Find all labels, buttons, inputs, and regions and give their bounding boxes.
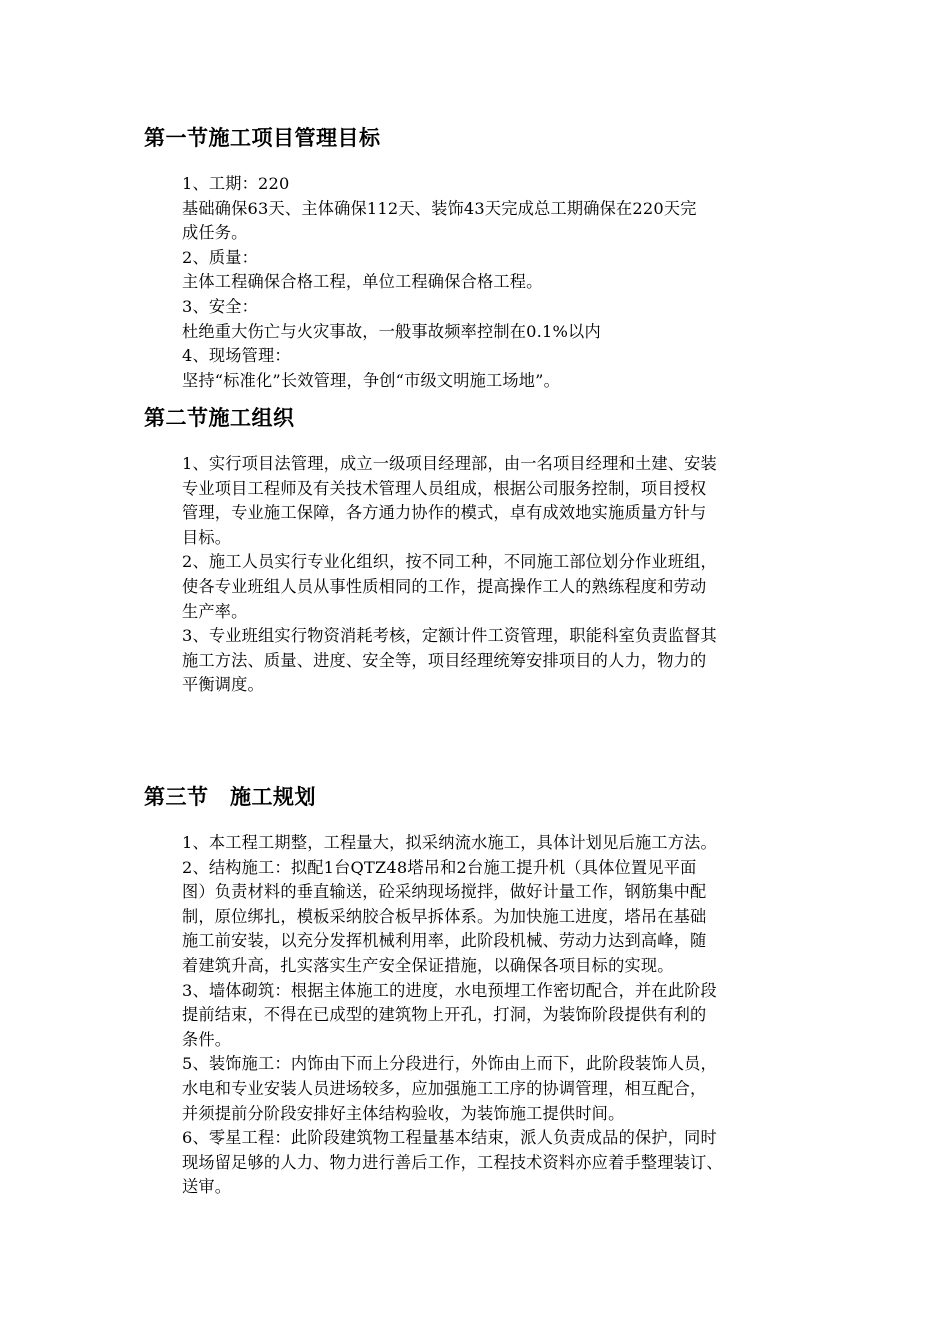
section-2-title: 第二节施工组织 xyxy=(144,406,295,430)
paragraph-line: 成任务。 xyxy=(182,223,248,243)
section-1-body xyxy=(182,172,807,393)
section-3-body xyxy=(182,831,807,1200)
paragraph-line: 4、现场管理： xyxy=(182,346,291,366)
paragraph-line: 条件。 xyxy=(182,1029,232,1049)
paragraph-line: 1、本工程工期整，工程量大，拟采纳流水施工，具体计划见后施工方法。 xyxy=(182,833,717,852)
paragraph-line: 坚持“标准化”长效管理，争创“市级文明施工场地”。 xyxy=(182,370,561,390)
paragraph-line: 水电和专业安装人员进场较多，应加强施工工序的协调管理，相互配合， xyxy=(182,1078,707,1098)
paragraph-line: 着建筑升高，扎实落实生产安全保证措施，以确保各项目标的实现。 xyxy=(182,955,674,975)
paragraph-line: 主体工程确保合格工程，单位工程确保合格工程。 xyxy=(182,272,543,292)
paragraph-line: 3、安全： xyxy=(182,296,259,316)
paragraph-line: 1、工期：220 xyxy=(182,174,290,193)
paragraph-line: 2、质量： xyxy=(182,247,259,267)
paragraph-line: 现场留足够的人力、物力进行善后工作，工程技术资料亦应着手整理装订、 xyxy=(182,1152,723,1172)
section-3-title: 第三节 施工规划 xyxy=(144,785,316,809)
paragraph-line: 2、结构施工：拟配1台QTZ48塔吊和2台施工提升机（具体位置见平面 xyxy=(182,857,697,877)
paragraph-line: 6、零星工程：此阶段建筑物工程量基本结束，派人负责成品的保护，同时 xyxy=(182,1128,717,1148)
paragraph-line: 提前结束，不得在已成型的建筑物上开孔，打洞，为装饰阶段提供有利的 xyxy=(182,1005,707,1025)
section-1-title: 第一节施工项目管理目标 xyxy=(144,126,381,150)
paragraph-line: 1、实行项目法管理，成立一级项目经理部，由一名项目经理和土建、安装 xyxy=(182,454,717,473)
paragraph-line: 图）负责材料的垂直输送，砼采纳现场搅拌，做好计量工作，钢筋集中配 xyxy=(182,882,707,902)
section-2-body xyxy=(182,452,807,698)
paragraph-line: 制，原位绑扎，模板采纳胶合板早拆体系。为加快施工进度，塔吊在基础 xyxy=(182,906,707,926)
paragraph-line: 2、施工人员实行专业化组织，按不同工种，不同施工部位划分作业班组， xyxy=(182,552,717,572)
paragraph-line: 专业项目工程师及有关技术管理人员组成，根据公司服务控制，项目授权 xyxy=(182,478,707,498)
paragraph-line: 送审。 xyxy=(182,1177,232,1197)
paragraph-line: 基础确保63天、主体确保112天、装饰43天完成总工期确保在220天完 xyxy=(182,198,697,218)
paragraph-line: 并须提前分阶段安排好主体结构验收，为装饰施工提供时间。 xyxy=(182,1103,625,1123)
paragraph-line: 使各专业班组人员从事性质相同的工作，提高操作工人的熟练程度和劳动 xyxy=(182,576,707,596)
paragraph-line: 管理，专业施工保障，各方通力协作的模式，卓有成效地实施质量方针与 xyxy=(182,503,707,523)
paragraph-line: 5、装饰施工：内饰由下而上分段进行，外饰由上而下，此阶段装饰人员， xyxy=(182,1054,717,1074)
paragraph-line: 3、专业班组实行物资消耗考核，定额计件工资管理，职能科室负责监督其 xyxy=(182,626,717,646)
paragraph-line: 目标。 xyxy=(182,527,232,547)
paragraph-line: 杜绝重大伤亡与火灾事故，一般事故频率控制在0.1%以内 xyxy=(182,321,601,341)
paragraph-line: 施工前安装，以充分发挥机械利用率，此阶段机械、劳动力达到高峰，随 xyxy=(182,931,707,951)
paragraph-line: 平衡调度。 xyxy=(182,675,264,695)
paragraph-line: 3、墙体砌筑：根据主体施工的进度，水电预埋工作密切配合，并在此阶段 xyxy=(182,980,717,1000)
paragraph-line: 生产率。 xyxy=(182,601,248,621)
paragraph-line: 施工方法、质量、进度、安全等，项目经理统筹安排项目的人力，物力的 xyxy=(182,650,707,670)
